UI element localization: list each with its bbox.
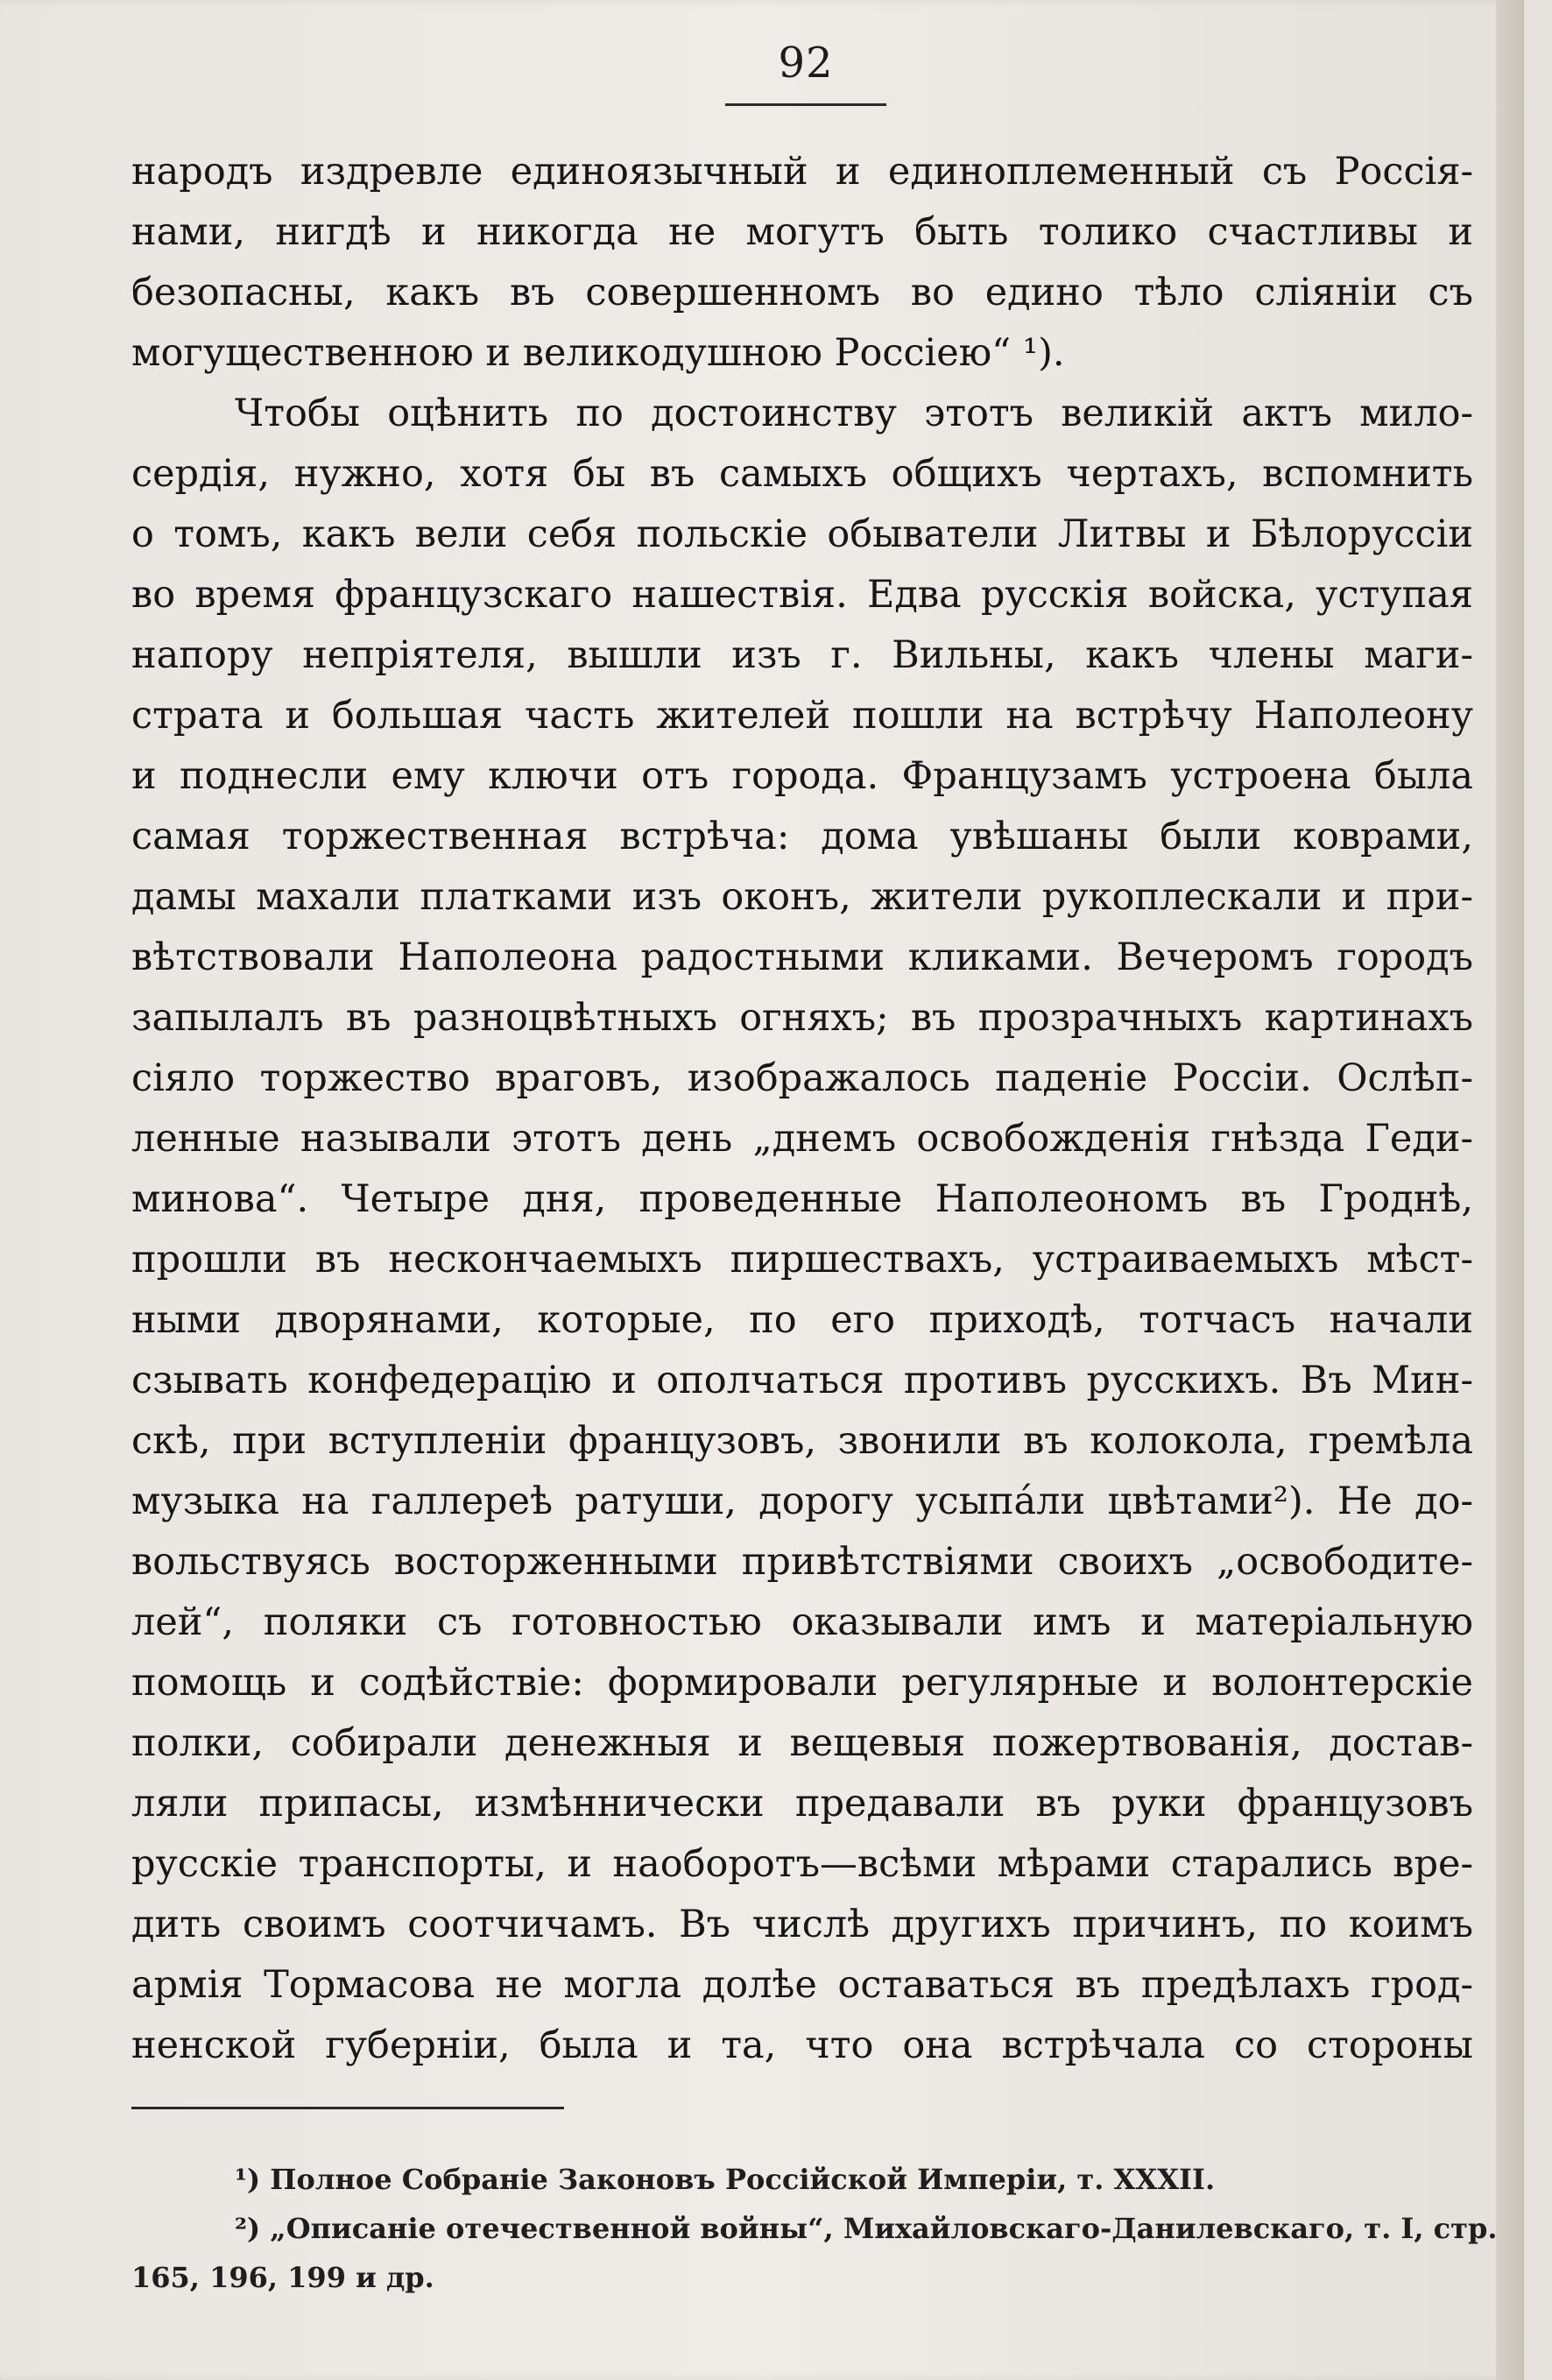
text-line: дамы махали платками изъ оконъ, жители рукоплескали и при- [131, 875, 1473, 919]
text-line: дить своимъ соотчичамъ. Въ числѣ другихъ причинъ, по коимъ [131, 1903, 1473, 1946]
footnote-2: ²) „Описаніе отечественной войны“, Михайловскаго-Данилевскаго, т. I, стр. [235, 2212, 1498, 2245]
footnotes [131, 2155, 1498, 2302]
text-line: русскіе транспорты, и наоборотъ—всѣми мѣрами старались вре- [131, 1842, 1473, 1886]
text-line: запылалъ въ разноцвѣтныхъ огняхъ; въ прозрачныхъ картинахъ [131, 996, 1473, 1040]
text-line: сзывать конфедерацію и ополчаться противъ русскихъ. Въ Мин- [131, 1359, 1473, 1402]
footnote-1: ¹) Полное Собраніе Законовъ Россійской Имперіи, т. XXXII. [235, 2163, 1216, 2196]
page-number: 92 [778, 39, 834, 88]
footnote-rule [131, 2107, 564, 2109]
text-line: напору непріятеля, вышли изъ г. Вильны, какъ члены маги- [131, 633, 1473, 677]
text-line: ненской губерніи, была и та, что она встрѣчала со стороны [131, 2023, 1473, 2067]
text-line: скѣ, при вступленіи французовъ, звонили въ колокола, гремѣла [131, 1419, 1473, 1463]
text-line: вольствуясь восторженными привѣтствіями своихъ „освободите- [131, 1540, 1473, 1584]
text-line: ляли припасы, измѣннически предавали въ руки французовъ [131, 1782, 1473, 1826]
text-line: полки, собирали денежныя и вещевыя пожертвованія, достав- [131, 1721, 1473, 1765]
page-number-rule [725, 103, 886, 106]
text-line: прошли въ нескончаемыхъ пиршествахъ, устраиваемыхъ мѣст- [131, 1238, 1473, 1282]
text-line: лей“, поляки съ готовностью оказывали имъ и матеріальную [131, 1600, 1473, 1644]
text-line: во время французскаго нашествія. Едва русскія войска, уступая [131, 573, 1473, 617]
main-text [131, 142, 1473, 2076]
text-line: вѣтствовали Наполеона радостными кликами. Вечеромъ городъ [131, 936, 1473, 979]
text-line: ными дворянами, которые, по его приходѣ, тотчасъ начали [131, 1298, 1473, 1342]
text-line: народъ издревле единоязычный и единоплеменный съ Россія- [131, 150, 1473, 194]
text-line: страта и большая часть жителей пошли на встрѣчу Наполеону [131, 694, 1473, 738]
text-line: музыка на галлереѣ ратуши, дорогу усыпáли цвѣтами²). Не до- [131, 1480, 1473, 1523]
text-line: сіяло торжество враговъ, изображалось паденіе Россіи. Ослѣп- [131, 1056, 1473, 1100]
text-line: помощь и содѣйствіе: формировали регулярные и волонтерскіе [131, 1661, 1473, 1705]
text-line: о томъ, какъ вели себя польскіе обыватели Литвы и Бѣлоруссіи [131, 512, 1473, 556]
text-line: минова“. Четыре дня, проведенные Наполеономъ въ Гроднѣ, [131, 1177, 1473, 1221]
footnote-2-continued: 165, 196, 199 и др. [131, 2261, 434, 2294]
text-line: армія Тормасова не могла долѣе оставаться въ предѣлахъ грод- [131, 1963, 1473, 2007]
text-line: Чтобы оцѣнить по достоинству этотъ великій актъ мило- [235, 392, 1473, 435]
text-line: безопасны, какъ въ совершенномъ во едино тѣло сліяніи съ [131, 271, 1473, 314]
text-line: сердія, нужно, хотя бы въ самыхъ общихъ чертахъ, вспомнить [131, 452, 1473, 496]
text-line: ленные называли этотъ день „днемъ освобожденія гнѣзда Геди- [131, 1117, 1473, 1161]
text-line: самая торжественная встрѣча: дома увѣшаны были коврами, [131, 815, 1473, 858]
text-line: могущественною и великодушною Россіею“ ¹). [131, 331, 1065, 375]
page-edge [1496, 0, 1524, 2380]
text-line: и поднесли ему ключи отъ города. Французамъ устроена была [131, 754, 1473, 798]
text-line: нами, нигдѣ и никогда не могутъ быть толико счастливы и [131, 210, 1473, 254]
